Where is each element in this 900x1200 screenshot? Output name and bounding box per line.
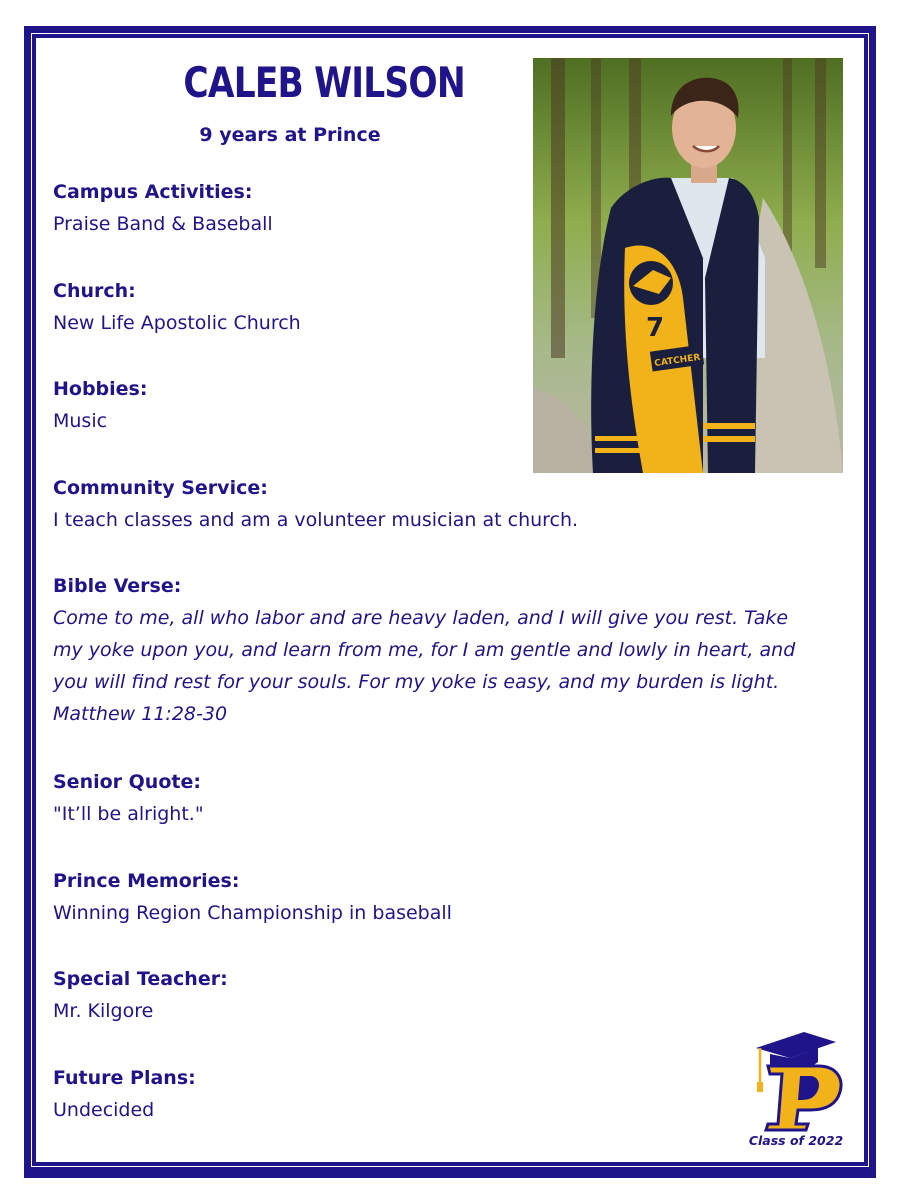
prince-memories-label: Prince Memories: — [53, 870, 240, 892]
class-of-2022-logo — [748, 1026, 844, 1150]
prince-memories-section — [53, 865, 833, 929]
prince-memories-value: Winning Region Championship in baseball — [53, 902, 452, 924]
community-service-value: I teach classes and am a volunteer musician at church. — [53, 509, 579, 531]
hobbies-label: Hobbies: — [53, 378, 148, 400]
future-plans-label: Future Plans: — [53, 1067, 196, 1089]
bible-verse-label: Bible Verse: — [53, 575, 182, 597]
bible-verse-section — [53, 570, 823, 730]
church-section — [53, 275, 513, 339]
student-name: CALEB WILSON — [183, 58, 465, 107]
jacket-number: 7 — [645, 313, 665, 343]
prince-p-logo — [748, 1026, 844, 1150]
future-plans-section — [53, 1062, 653, 1126]
campus-activities-section — [53, 176, 513, 240]
portrait-illustration — [533, 58, 843, 473]
special-teacher-value: Mr. Kilgore — [53, 1000, 154, 1022]
class-year-text: Class of 2022 — [748, 1133, 844, 1148]
senior-quote-label: Senior Quote: — [53, 771, 201, 793]
jacket-patch-text: CATCHER — [653, 352, 702, 370]
hobbies-section — [53, 373, 513, 437]
senior-quote-value: "It’ll be alright." — [53, 803, 204, 825]
special-teacher-section — [53, 963, 833, 1027]
campus-activities-value: Praise Band & Baseball — [53, 213, 273, 235]
future-plans-value: Undecided — [53, 1099, 155, 1121]
special-teacher-label: Special Teacher: — [53, 968, 228, 990]
years-at-school: 9 years at Prince — [199, 124, 381, 146]
community-service-section — [53, 472, 833, 536]
bible-verse-value: Come to me, all who labor and are heavy laden, and I will give you rest. Take my yoke upon you, and learn from me, for I am gentle and lowly in heart, and you will find rest for your souls. For my yoke is easy, and my burden is light. Matthew 11:28-30 — [53, 607, 796, 725]
senior-quote-section — [53, 766, 833, 830]
community-service-label: Community Service: — [53, 477, 268, 499]
church-label: Church: — [53, 280, 136, 302]
campus-activities-label: Campus Activities: — [53, 181, 253, 203]
church-value: New Life Apostolic Church — [53, 312, 301, 334]
hobbies-value: Music — [53, 410, 108, 432]
senior-portrait-photo — [533, 58, 843, 473]
